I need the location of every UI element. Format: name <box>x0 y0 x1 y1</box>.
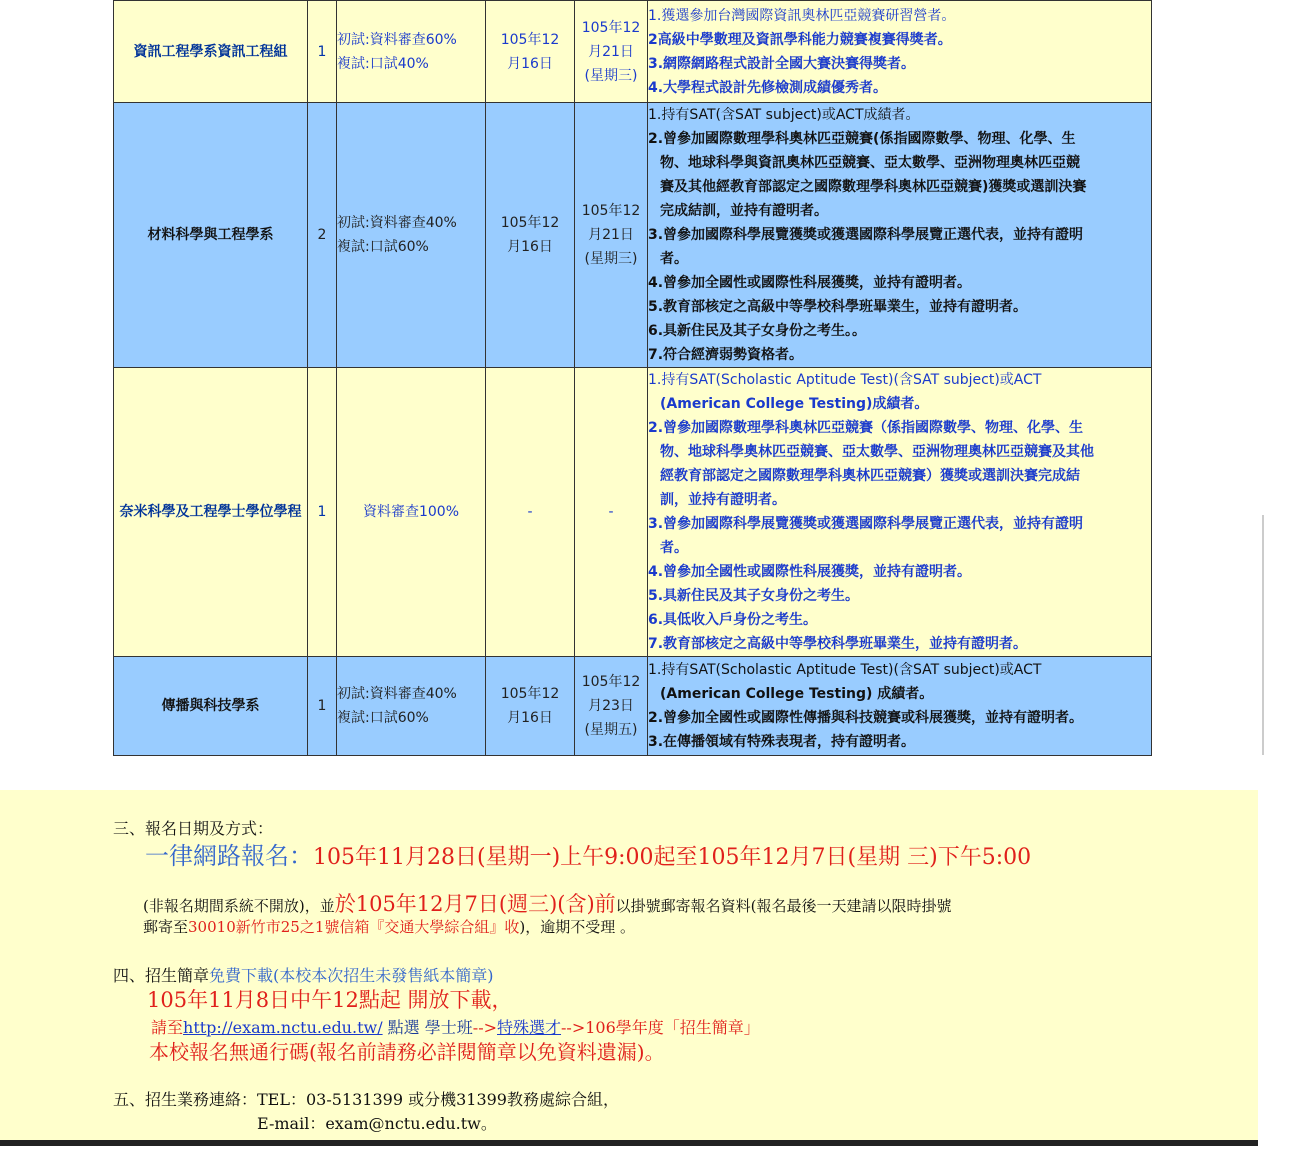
requirement-item: 5.具新住民及其子女身份之考生。 <box>648 588 860 604</box>
result-date-cell <box>575 657 648 756</box>
path-arrow-2: --> <box>561 1018 586 1037</box>
cell-line: 105年12 <box>581 19 641 36</box>
department-name: 資訊工程學系資訊工程組 <box>133 43 288 60</box>
department-name: 材料科學與工程學系 <box>147 227 274 243</box>
cell-line: - <box>527 504 533 520</box>
cell-line: 月21日 <box>588 43 634 60</box>
requirement-item: 賽及其他經教育部認定之國際數理學科奧林匹亞競賽)獲獎或選訓決賽 <box>660 179 1087 195</box>
cell-line: 初試:資料審查40% <box>337 686 457 702</box>
requirement-item: 2.曾參加全國性或國際性傳播與科技競賽或科展獲獎，並持有證明者。 <box>648 710 1084 726</box>
download-open-time: 105年11月8日中午12點起 開放下載， <box>147 988 513 1012</box>
path-step-3: 106學年度「招生簡章」 <box>585 1018 760 1037</box>
no-paper-note: (本校本次招生未發售紙本簡章) <box>273 966 494 985</box>
requirement-item: 6.具低收入戶身份之考生。 <box>648 612 818 628</box>
quota-value: 1 <box>317 504 327 520</box>
selection-method-cell <box>337 103 486 368</box>
section-5-contact: 五、招生業務連絡：TEL：03-5131399 或分機31399教務處綜合組， <box>113 1090 619 1109</box>
table-row <box>114 368 1152 657</box>
department-name: 傳播與科技學系 <box>161 698 260 714</box>
cell-line: (星期五) <box>584 722 638 738</box>
quota-value: 1 <box>317 43 327 60</box>
notice-panel <box>0 790 1258 1140</box>
section-4-title-line <box>113 963 494 986</box>
requirement-item: 1.獲選參加台灣國際資訊奧林匹亞競賽研習營者。 <box>648 7 956 24</box>
table-row <box>114 103 1152 368</box>
requirement-item: 1.持有SAT(Scholastic Aptitude Test)(含SAT subject)或ACT <box>648 662 1042 678</box>
section-4-title: 四、招生簡章 <box>113 966 210 985</box>
exam-site-link[interactable]: http://exam.nctu.edu.tw/ <box>183 1018 383 1037</box>
section-3-title: 三、報名日期及方式： <box>113 819 274 838</box>
download-path-line <box>151 1015 760 1038</box>
requirement-item: (American College Testing) 成績者。 <box>660 686 934 702</box>
cell-line: 月23日 <box>588 698 634 714</box>
path-arrow-1: --> <box>472 1018 497 1037</box>
mail-note-a: (非報名期間系統不開放)，並 <box>143 897 335 915</box>
quota-value: 2 <box>317 227 327 243</box>
cell-line: 複試:口試60% <box>337 710 429 726</box>
department-cell <box>114 368 308 657</box>
result-date-cell <box>575 103 648 368</box>
registration-period: 105年11月28日(星期一)上午9:00起至105年12月7日(星期 三)下午5:00 <box>313 845 1032 870</box>
requirement-item: 2高級中學數理及資訊學科能力競賽複賽得獎者。 <box>648 31 952 48</box>
requirement-item: 3.在傳播領域有特殊表現者，持有證明者。 <box>648 734 916 750</box>
path-prefix: 請至 <box>151 1018 184 1037</box>
cell-line: 月16日 <box>507 239 553 255</box>
requirement-item: 7.符合經濟弱勢資格者。 <box>648 347 804 363</box>
requirement-item: 1.持有SAT(Scholastic Aptitude Test)(含SAT subject)或ACT <box>648 372 1042 388</box>
cell-line: 105年12 <box>581 203 641 219</box>
selection-method-cell <box>337 368 486 657</box>
no-passcode-warning: 本校報名無通行碼(報名前請務必詳閱簡章以免資料遺漏)。 <box>149 1040 665 1064</box>
cell-line: 105年12 <box>500 686 560 702</box>
department-cell <box>114 103 308 368</box>
requirement-item: 3.網際網路程式設計全國大賽決賽得獎者。 <box>648 55 916 72</box>
department-cell <box>114 1 308 103</box>
interview-date-cell <box>486 657 575 756</box>
requirement-item: 4.曾參加全國性或國際性科展獲獎，並持有證明者。 <box>648 275 972 291</box>
requirement-item: 4.曾參加全國性或國際性科展獲獎，並持有證明者。 <box>648 564 972 580</box>
mail-address: 30010新竹市25之1號信箱『交通大學綜合組』收 <box>188 918 520 936</box>
result-date-cell <box>575 1 648 103</box>
interview-date-cell <box>486 368 575 657</box>
free-download-link[interactable]: 免費下載 <box>209 966 274 985</box>
address-suffix: )，逾期不受理 。 <box>519 918 635 936</box>
mail-note-c: 以掛號郵寄報名資料(報名最後一天建請以限時掛號 <box>615 897 952 915</box>
requirement-item: 物、地球科學與資訊奧林匹亞競賽、亞太數學、亞洲物理奧林匹亞競 <box>660 155 1080 171</box>
requirement-item: 完成結訓，並持有證明者。 <box>660 203 828 219</box>
cell-line: 月16日 <box>507 55 553 72</box>
table-row <box>114 1 1152 103</box>
cell-line: 初試:資料審查40% <box>337 215 457 231</box>
selection-method-cell <box>337 657 486 756</box>
cell-line: 105年12 <box>581 674 641 690</box>
contact-email: E-mail：exam@nctu.edu.tw。 <box>257 1114 497 1133</box>
requirement-item: 經教育部認定之國際數理學科奧林匹亞競賽）獲獎或選訓決賽完成結 <box>660 468 1080 484</box>
online-registration-label: 一律網路報名： <box>145 842 313 870</box>
requirement-item: 物、地球科學奧林匹亞競賽、亞太數學、亞洲物理奧林匹亞競賽及其他 <box>660 444 1094 460</box>
section-3-address-line <box>143 916 635 937</box>
requirement-item: 1.持有SAT(含SAT subject)或ACT成績者。 <box>648 107 920 123</box>
quota-cell <box>308 657 337 756</box>
cell-line: 105年12 <box>500 31 560 48</box>
requirement-item: 3.曾參加國際科學展覽獲獎或獲選國際科學展覽正選代表，並持有證明 <box>648 516 1084 532</box>
cell-line: 複試:口試40% <box>337 55 429 72</box>
requirement-item: 訓，並持有證明者。 <box>660 492 786 508</box>
result-date-cell <box>575 368 648 657</box>
quota-cell <box>308 1 337 103</box>
bottom-border <box>0 1140 1258 1146</box>
path-step-1: 點選 學士班 <box>382 1018 473 1037</box>
interview-date-cell <box>486 1 575 103</box>
requirement-item: 3.曾參加國際科學展覽獲獎或獲選國際科學展覽正選代表，並持有證明 <box>648 227 1084 243</box>
cell-line: 105年12 <box>500 215 560 231</box>
quota-cell <box>308 103 337 368</box>
cell-line: 複試:口試60% <box>337 239 429 255</box>
cell-line: (星期三) <box>584 67 638 84</box>
requirement-item: (American College Testing)成績者。 <box>660 396 929 412</box>
cell-line: 月16日 <box>507 710 553 726</box>
quota-value: 1 <box>317 698 327 714</box>
requirements-cell <box>648 368 1152 657</box>
cell-line: 月21日 <box>588 227 634 243</box>
requirement-item: 7.教育部核定之高級中等學校科學班畢業生，並持有證明者。 <box>648 636 1028 652</box>
requirements-cell <box>648 657 1152 756</box>
interview-date-cell <box>486 103 575 368</box>
requirement-item: 2.曾參加國際數理學科奧林匹亞競賽（係指國際數學、物理、化學、生 <box>648 420 1084 436</box>
cell-line: (星期三) <box>584 251 638 267</box>
requirement-item: 者。 <box>660 251 688 267</box>
scroll-edge <box>1262 515 1264 755</box>
address-prefix: 郵寄至 <box>143 918 189 936</box>
section-3-mail-line <box>143 888 952 918</box>
special-talent-link[interactable]: 特殊選才 <box>497 1018 562 1037</box>
table-row <box>114 657 1152 756</box>
admission-table-wrap <box>113 0 1151 756</box>
quota-cell <box>308 368 337 657</box>
cell-line: - <box>608 504 614 520</box>
requirement-item: 4.大學程式設計先修檢測成績優秀者。 <box>648 79 888 96</box>
requirement-item: 6.具新住民及其子女身份之考生。。 <box>648 323 867 339</box>
requirements-cell <box>648 103 1152 368</box>
selection-method-cell <box>337 1 486 103</box>
requirement-item: 2.曾參加國際數理學科奧林匹亞競賽(係指國際數學、物理、化學、生 <box>648 131 1076 147</box>
section-3-period-line <box>145 836 1031 871</box>
department-cell <box>114 657 308 756</box>
mail-deadline: 於105年12月7日(週三)(含)前 <box>334 892 616 916</box>
cell-line: 初試:資料審查60% <box>337 31 457 48</box>
department-name: 奈米科學及工程學士學位學程 <box>119 504 302 520</box>
cell-line: 資料審查100% <box>362 504 460 520</box>
admission-table <box>113 0 1152 756</box>
requirement-item: 者。 <box>660 540 688 556</box>
requirement-item: 5.教育部核定之高級中等學校科學班畢業生，並持有證明者。 <box>648 299 1028 315</box>
requirements-cell <box>648 1 1152 103</box>
